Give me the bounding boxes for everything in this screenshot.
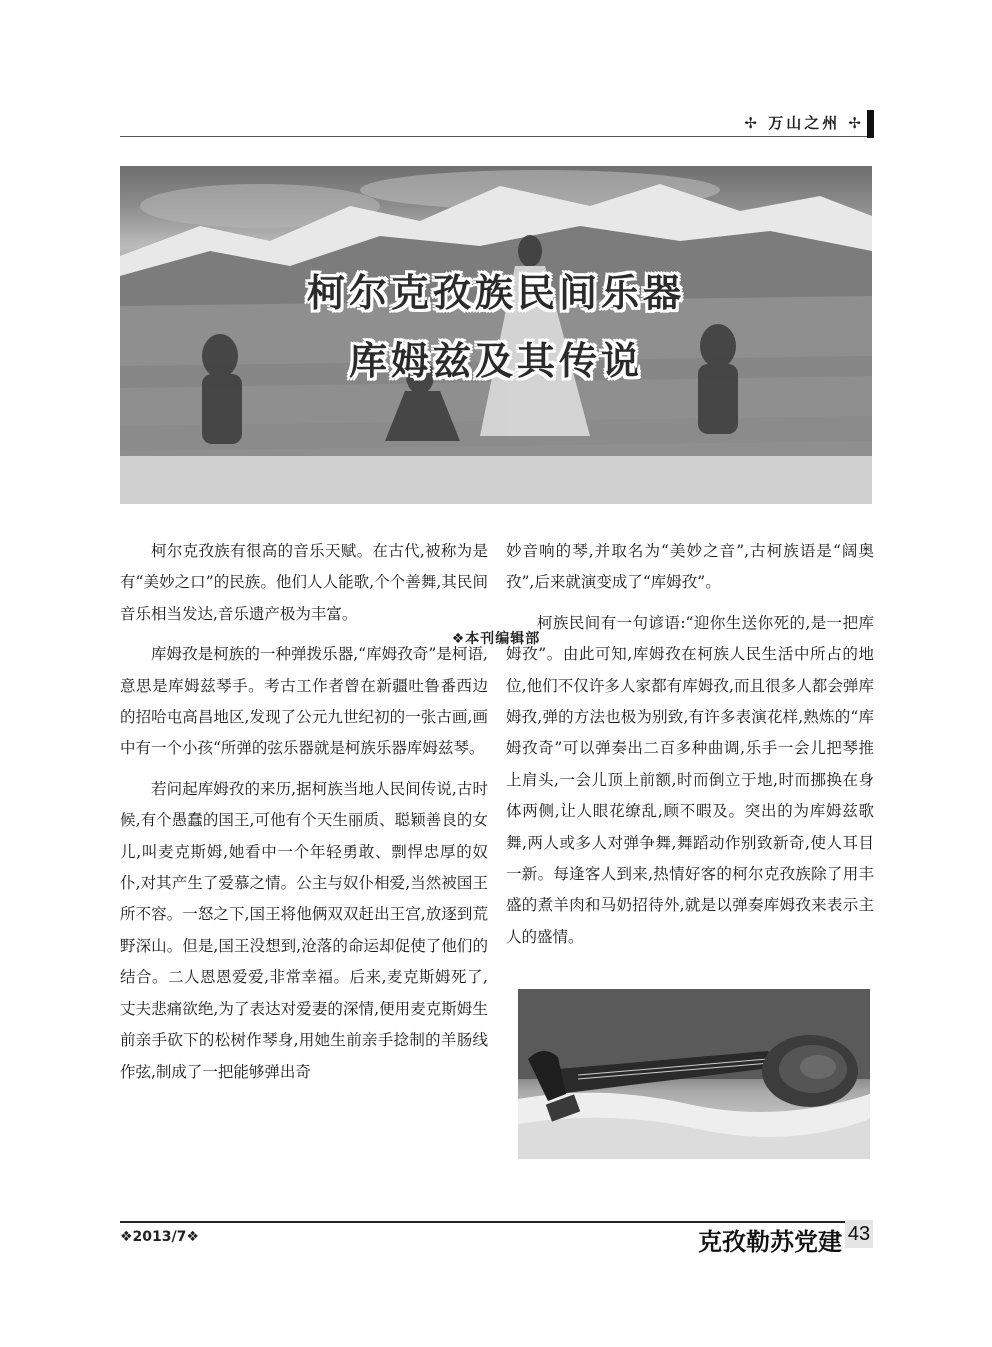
page-number: 43 — [845, 1220, 873, 1248]
section-tag: ✢ 万山之州 ✢ — [744, 114, 864, 132]
article-title-line1: 柯尔克孜族民间乐器 — [306, 271, 685, 315]
header-rule — [120, 136, 872, 137]
footer-journal-name: 克孜勒苏党建 — [698, 1227, 842, 1256]
instrument-photo — [518, 989, 870, 1159]
komuz-instrument-graphic — [518, 989, 870, 1159]
header-bar — [867, 110, 874, 138]
article-right-column — [506, 536, 874, 962]
paragraph: 柯尔克孜族有很高的音乐天赋。在古代,被称为是有“美妙之口”的民族。他们人人能歌,个个善舞,其民间音乐相当发达,音乐遗产极为丰富。 — [120, 542, 488, 623]
paragraph: 若问起库姆孜的来历,据柯族当地人民间传说,古时候,有个愚蠢的国王,可他有个天生丽质、聪颖善良的女儿,叫麦克斯姆,她看中一个年轻勇敢、剽悍忠厚的奴仆,对其产生了爱慕之情。公主与奴仆相爱,当然被国王所不容。一怒之下,国王将他俩双双赶出王宫,放逐到荒野深山。但是,国王没想到,沧落的命运却促使了他们的结合。二人恩恩爱爱,非常幸福。后来,麦克斯姆死了,丈夫悲痛欲绝,为了表达对爱妻的深情,便用麦克斯姆生前亲手砍下的松树作琴身,用她生前亲手捻制的羊肠线作弦,制成了一把能够弹出奇 — [120, 779, 488, 1081]
paragraph: 库姆孜是柯族的一种弹拨乐器,“库姆孜奇”是柯语,意思是库姆兹琴手。考古工作者曾在新疆吐鲁番西边的招哈屯高昌地区,发现了公元九世纪初的一张古画,画中有一个小孩“所弹的弦乐器就是柯族乐器库姆兹琴。 — [120, 645, 488, 758]
paragraph: 柯族民间有一句谚语:“迎你生送你死的,是一把库姆孜”。由此可知,库姆孜在柯族人民生活中所占的地位,他们不仅许多人家都有库姆孜,而且很多人都会弹库姆孜,弹的方法也极为别致,有许多表演花样,熟炼的“库姆孜奇”可以弹奏出二百多种曲调,乐手一会儿把琴推上肩头,一会儿顶上前额,时而倒立于地,时而挪换在身体两侧,让人眼花缭乱,顾不暇及。突出的为库姆兹歌舞,两人或多人对弹争舞,舞蹈动作别致新奇,使人耳目一新。每逢客人到来,热情好客的柯尔克孜族除了用丰盛的煮羊肉和马奶招待外,就是以弹奏库姆孜来表示主人的盛情。 — [506, 613, 874, 946]
footer-issue: ❖2013/7❖ — [120, 1229, 199, 1245]
byline: ❖本刊编辑部 — [451, 631, 541, 647]
paragraph-continuation: 妙音响的琴,并取名为“美妙之音”,古柯族语是“阔奥孜”,后来就演变成了“库姆孜”。 — [506, 542, 874, 592]
article-left-column — [120, 536, 488, 1097]
article-title-line2: 库姆兹及其传说 — [348, 339, 643, 383]
